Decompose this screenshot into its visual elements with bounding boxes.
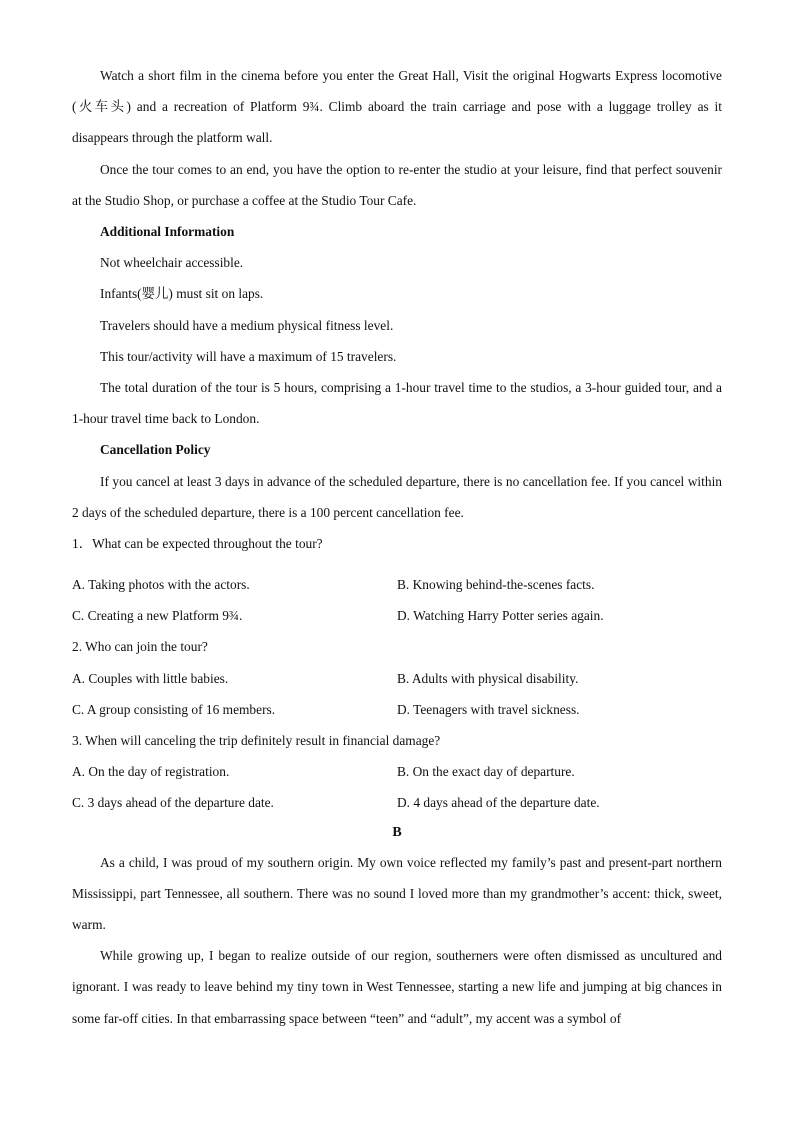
option-a: A. Taking photos with the actors.	[72, 577, 250, 593]
additional-info-heading: Additional Information	[100, 224, 235, 240]
options-row	[72, 787, 722, 818]
passage-paragraph: While growing up, I began to realize outside of our region, southerners were often dismissed as uncultured and ignorant. I was ready to leave behind my tiny town in West Tennessee, starting a new life and jumping at big chances in some far-off cities. In that embarrassing space between “teen” and “adult”, my accent was a symbol of	[72, 948, 722, 1026]
option-a: A. On the day of registration.	[72, 764, 230, 780]
section-title: B	[392, 824, 402, 840]
options-row	[72, 756, 722, 787]
intro-paragraph: Once the tour comes to an end, you have the option to re-enter the studio at your leisure, find that perfect souvenir at the Studio Shop, or purchase a coffee at the Studio Tour Cafe.	[72, 161, 722, 208]
cancellation-heading: Cancellation Policy	[100, 442, 211, 458]
option-a: A. Couples with little babies.	[72, 670, 229, 686]
option-c: C. Creating a new Platform 9¾.	[72, 608, 243, 624]
question-stem: 1．What can be expected throughout the tour?	[72, 536, 323, 552]
info-line: Infants(婴儿) must sit on laps.	[100, 286, 264, 302]
option-b: B. Knowing behind-the-scenes facts.	[397, 577, 595, 593]
option-d: D. Watching Harry Potter series again.	[397, 608, 604, 624]
options-row	[72, 694, 722, 725]
cancellation-paragraph: If you cancel at least 3 days in advance of the scheduled departure, there is no cancellation fee. If you cancel within 2 days of the scheduled departure, there is a 100 percent cancellation fee.	[72, 473, 722, 520]
document-page	[72, 60, 722, 1034]
option-d: D. 4 days ahead of the departure date.	[397, 795, 600, 811]
info-line: Travelers should have a medium physical fitness level.	[100, 317, 394, 333]
options-row	[72, 569, 722, 600]
option-d: D. Teenagers with travel sickness.	[397, 701, 580, 717]
duration-paragraph: The total duration of the tour is 5 hours, comprising a 1-hour travel time to the studios, a 3-hour guided tour, and a 1-hour travel time back to London.	[72, 380, 722, 427]
passage-paragraph: As a child, I was proud of my southern origin. My own voice reflected my family’s past and present-part northern Mississippi, part Tennessee, all southern. There was no sound I loved more than my grandmother’s accent: thick, sweet, warm.	[72, 854, 722, 933]
options-row	[72, 600, 722, 631]
option-c: C. A group consisting of 16 members.	[72, 701, 276, 717]
option-b: B. Adults with physical disability.	[397, 670, 579, 686]
info-line: This tour/activity will have a maximum of 15 travelers.	[100, 348, 397, 364]
question-stem: 3. When will canceling the trip definitely result in financial damage?	[72, 733, 441, 749]
info-line: Not wheelchair accessible.	[100, 255, 244, 271]
option-b: B. On the exact day of departure.	[397, 764, 575, 780]
question-stem: 2. Who can join the tour?	[72, 639, 208, 655]
options-row	[72, 663, 722, 694]
intro-paragraph: Watch a short film in the cinema before you enter the Great Hall, Visit the original Hogwarts Express locomotive (火车头) and a recreation of Platform 9¾. Climb aboard the train carriage and pose with a luggage trolley as it disappears through the platform wall.	[72, 68, 722, 146]
option-c: C. 3 days ahead of the departure date.	[72, 795, 274, 811]
